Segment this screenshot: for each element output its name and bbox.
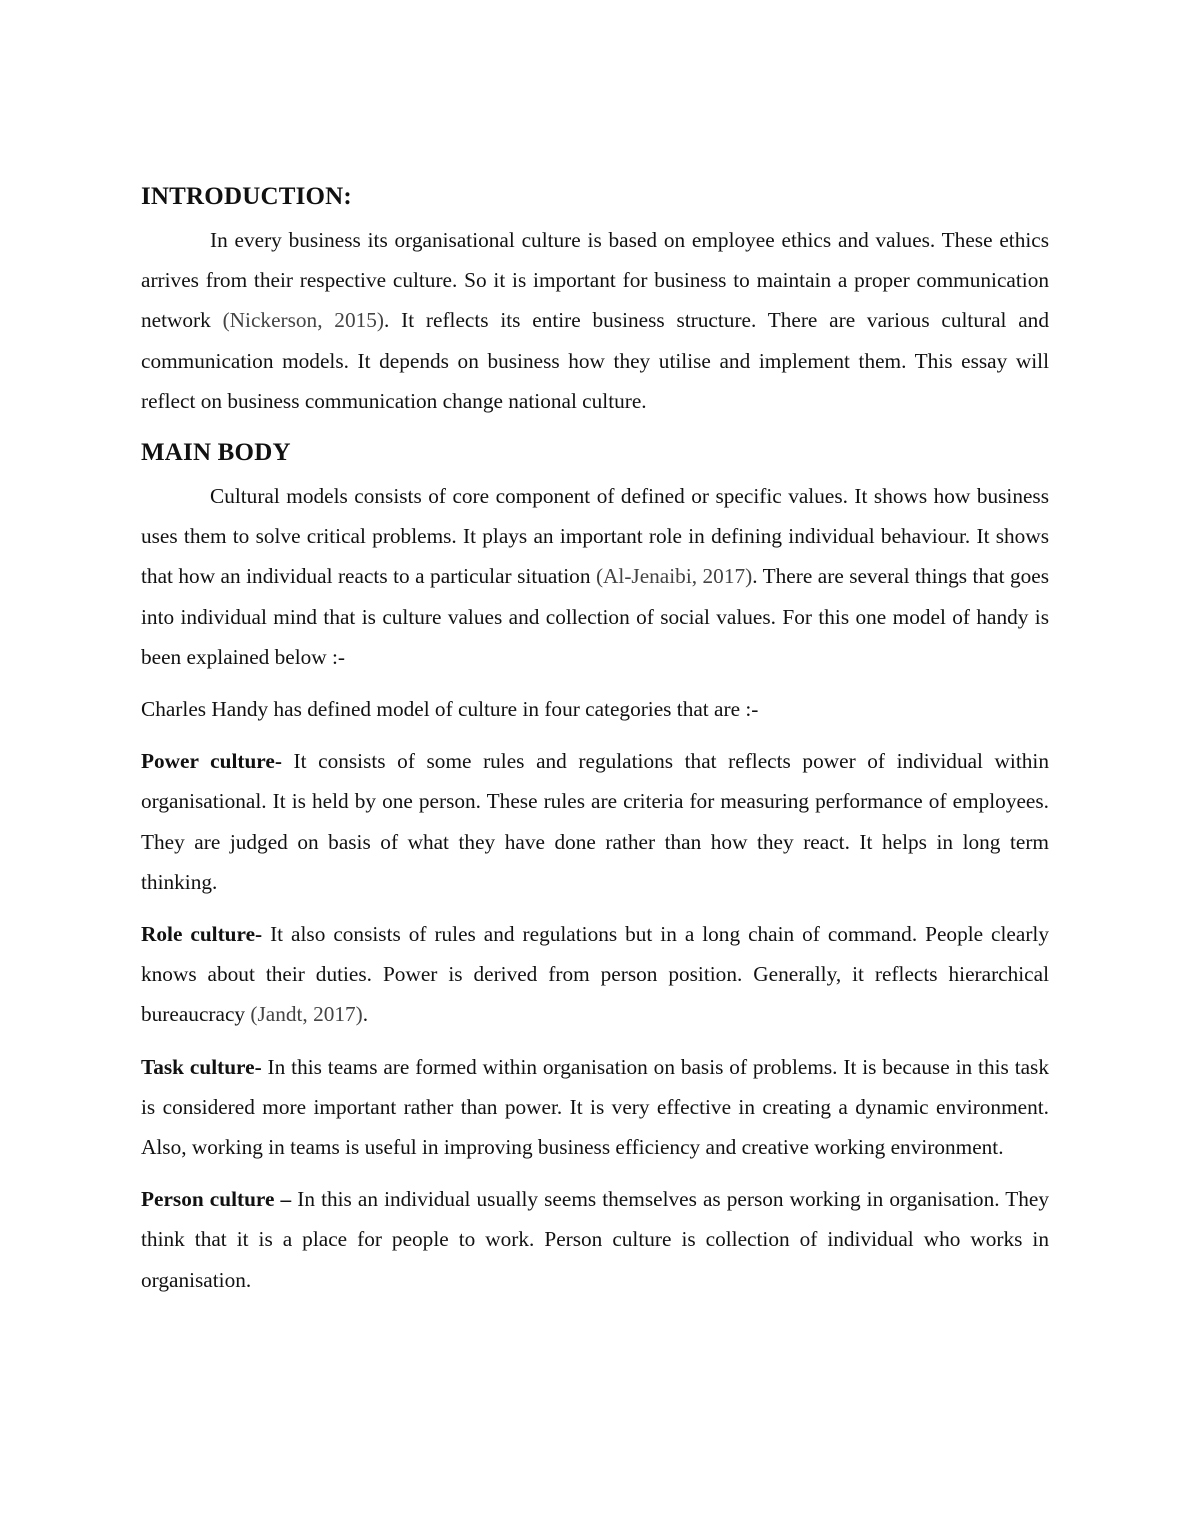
role-culture-text-end: . (362, 1002, 369, 1027)
role-culture-paragraph (141, 914, 1049, 1035)
task-culture-text: In this teams are formed within organisation on basis of problems. It is because in this task is considered more important rather than power. It is very effective in creating a dynamic environment. Also, working in teams is useful in improving business efficiency and creative working environment. (141, 1054, 1049, 1160)
power-culture-term: Power culture- (141, 749, 282, 774)
power-culture-paragraph (141, 741, 1049, 902)
introduction-paragraph (141, 220, 1049, 421)
introduction-text-end: . It reflects its entire business structure. There are various cultural and communication models. It depends on business how they utilise and implement them. This essay will reflect on business communication change national culture. (141, 308, 1049, 413)
main-body-paragraph (141, 476, 1049, 677)
introduction-text-start: In every business its organisational culture is based on employee ethics and values. These ethics arrives from their respective culture. So it is important for business to maintain a proper communication network (141, 228, 1049, 333)
main-body-text-end: . There are several things that goes into individual mind that is culture values and collection of social values. For this one model of handy is been explained below :- (141, 564, 1049, 669)
charles-handy-line: Charles Handy has defined model of culture in four categories that are :- (141, 697, 759, 722)
citation-al-jenaibi: (Al-Jenaibi, 2017) (595, 564, 753, 589)
role-culture-text: It also consists of rules and regulations but in a long chain of command. People clearly knows about their duties. Power is derived from person position. Generally, it reflects hierarchical bureaucracy (141, 922, 1049, 1027)
task-culture-paragraph (141, 1047, 1049, 1168)
person-culture-text: In this an individual usually seems themselves as person working in organisation. They think that it is a place for people to work. Person culture is collection of individual who works in organisation. (141, 1187, 1049, 1292)
citation-nickerson: (Nickerson, 2015) (222, 308, 384, 333)
document-page (141, 178, 1049, 1300)
power-culture-text: It consists of some rules and regulations that reflects power of individual within organisational. It is held by one person. These rules are criteria for measuring performance of employees. They are judged on basis of what they have done rather than how they react. It helps in long term thinking. (141, 749, 1049, 894)
role-culture-term: Role culture- (141, 922, 263, 947)
citation-jandt: (Jandt, 2017) (250, 1002, 363, 1027)
person-culture-paragraph (141, 1179, 1049, 1300)
task-culture-term: Task culture- (141, 1054, 262, 1079)
introduction-heading: INTRODUCTION: (141, 183, 352, 210)
person-culture-term: Person culture – (141, 1187, 292, 1212)
main-body-heading: MAIN BODY (141, 439, 291, 467)
main-body-text-start: Cultural models consists of core component of defined or specific values. It shows how business uses them to solve critical problems. It plays an important role in defining individual behaviour. It shows that how an individual reacts to a particular situation (141, 484, 1049, 589)
